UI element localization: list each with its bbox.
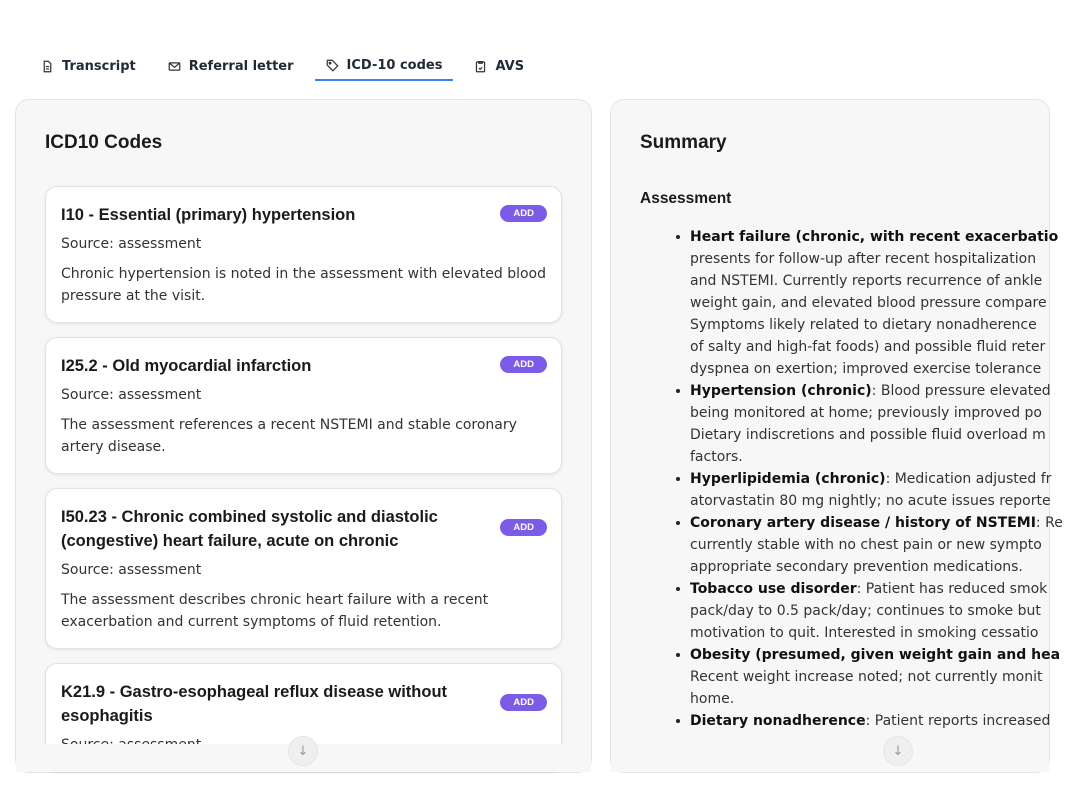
mail-icon xyxy=(168,60,181,73)
document-icon xyxy=(41,60,54,73)
code-title: I25.2 - Old myocardial infarction xyxy=(61,357,312,375)
icd10-codes-panel xyxy=(15,99,592,773)
code-card xyxy=(45,186,562,323)
assessment-item xyxy=(690,644,1071,666)
assessment-item-line xyxy=(690,248,1071,270)
assessment-item-line xyxy=(690,402,1071,424)
assessment-item-line xyxy=(690,358,1071,380)
add-button[interactable]: ADD xyxy=(500,205,547,222)
item-text: Dietary indiscretions and possible fluid overload m xyxy=(690,427,1046,443)
tab-avs[interactable] xyxy=(463,52,535,81)
assessment-item-line xyxy=(690,292,1071,314)
tab-label: ICD-10 codes xyxy=(346,58,443,73)
scroll-down-button[interactable] xyxy=(883,736,913,766)
code-title: I50.23 - Chronic combined systolic and diastolic (congestive) heart failure, acute on chronic xyxy=(61,508,438,550)
tab-label: Transcript xyxy=(62,59,136,74)
item-text: Recent weight increase noted; not currently monit xyxy=(690,669,1043,685)
code-title: I10 - Essential (primary) hypertension xyxy=(61,206,356,224)
code-card xyxy=(45,337,562,474)
panel-title: Summary xyxy=(640,132,727,153)
item-label: Hypertension (chronic) xyxy=(690,383,872,399)
code-source: Source: assessment xyxy=(61,236,202,252)
code-description: Chronic hypertension is noted in the assessment with elevated blood pressure at the visit. xyxy=(61,266,546,304)
code-description: The assessment references a recent NSTEMI and stable coronary artery disease. xyxy=(61,417,517,455)
assessment-item xyxy=(690,226,1071,248)
item-text: : Medication adjusted fr xyxy=(885,471,1052,487)
assessment-item xyxy=(690,512,1071,534)
assessment-item xyxy=(690,710,1071,732)
assessment-item xyxy=(690,380,1071,402)
item-text: being monitored at home; previously improved po xyxy=(690,405,1042,421)
assessment-item-line xyxy=(690,490,1071,512)
item-text: of salty and high-fat foods) and possible fluid reter xyxy=(690,339,1046,355)
assessment-item-line xyxy=(690,446,1071,468)
scroll-down-button[interactable] xyxy=(288,736,318,766)
tab-referral-letter[interactable] xyxy=(157,52,305,81)
assessment-item xyxy=(690,578,1071,600)
section-heading: Assessment xyxy=(640,190,732,207)
assessment-item-line xyxy=(690,556,1071,578)
item-label: Obesity (presumed, given weight gain and hea xyxy=(690,647,1061,663)
item-text: dyspnea on exertion; improved exercise tolerance xyxy=(690,361,1042,377)
summary-content[interactable] xyxy=(611,226,1063,734)
add-button[interactable]: ADD xyxy=(500,694,547,711)
item-text: motivation to quit. Interested in smoking cessatio xyxy=(690,625,1039,641)
item-text: Symptoms likely related to dietary nonadherence xyxy=(690,317,1037,333)
tab-icd-10-codes[interactable] xyxy=(315,52,454,81)
item-label: Heart failure (chronic, with recent exacerbatio xyxy=(690,229,1059,245)
item-text: presents for follow-up after recent hospitalization xyxy=(690,251,1037,267)
tag-icon xyxy=(326,59,339,72)
code-card xyxy=(45,488,562,649)
summary-panel xyxy=(610,99,1063,773)
add-button[interactable]: ADD xyxy=(500,519,547,536)
item-text: currently stable with no chest pain or new sympto xyxy=(690,537,1042,553)
tab-transcript[interactable] xyxy=(30,52,147,81)
item-text: appropriate secondary prevention medications. xyxy=(690,559,1023,575)
bottom-fade xyxy=(611,744,1049,772)
item-text: : Patient has reduced smok xyxy=(856,581,1048,597)
panel-title: ICD10 Codes xyxy=(45,132,163,153)
assessment-list xyxy=(611,226,1071,732)
arrow-down-icon: ↓ xyxy=(892,743,904,759)
tab-label: Referral letter xyxy=(188,59,294,74)
add-button[interactable]: ADD xyxy=(500,356,547,373)
item-label: Dietary nonadherence xyxy=(690,713,866,729)
item-text: : Patient reports increased xyxy=(865,713,1051,729)
assessment-item-line xyxy=(690,424,1071,446)
assessment-item-line xyxy=(690,270,1071,292)
item-text: : Blood pressure elevated xyxy=(871,383,1051,399)
code-source: Source: assessment xyxy=(61,387,202,403)
assessment-item-line xyxy=(690,622,1071,644)
item-text: and NSTEMI. Currently reports recurrence of ankle xyxy=(690,273,1043,289)
item-text: home. xyxy=(690,691,735,707)
assessment-item-line xyxy=(690,336,1071,358)
assessment-item-line xyxy=(690,600,1071,622)
tab-bar xyxy=(30,52,545,81)
item-label: Coronary artery disease / history of NSTEMI xyxy=(690,515,1036,531)
assessment-item-line xyxy=(690,534,1071,556)
code-description: The assessment describes chronic heart failure with a recent exacerbation and current symptoms of fluid retention. xyxy=(61,592,489,630)
item-text: atorvastatin 80 mg nightly; no acute issues reporte xyxy=(690,493,1051,509)
item-text: weight gain, and elevated blood pressure compare xyxy=(690,295,1047,311)
tab-label: AVS xyxy=(495,59,525,74)
item-label: Tobacco use disorder xyxy=(690,581,857,597)
clipboard-icon xyxy=(474,60,487,73)
assessment-item-line xyxy=(690,688,1071,710)
item-text: pack/day to 0.5 pack/day; continues to smoke but xyxy=(690,603,1041,619)
assessment-item-line xyxy=(690,666,1071,688)
code-title: K21.9 - Gastro-esophageal reflux disease without esophagitis xyxy=(61,683,448,725)
assessment-item-line xyxy=(690,314,1071,336)
assessment-item xyxy=(690,468,1071,490)
arrow-down-icon: ↓ xyxy=(297,743,309,759)
item-text: factors. xyxy=(690,449,743,465)
code-source: Source: assessment xyxy=(61,562,202,578)
codes-list[interactable] xyxy=(16,186,591,744)
item-label: Hyperlipidemia (chronic) xyxy=(690,471,886,487)
item-text: : Re xyxy=(1035,515,1063,531)
